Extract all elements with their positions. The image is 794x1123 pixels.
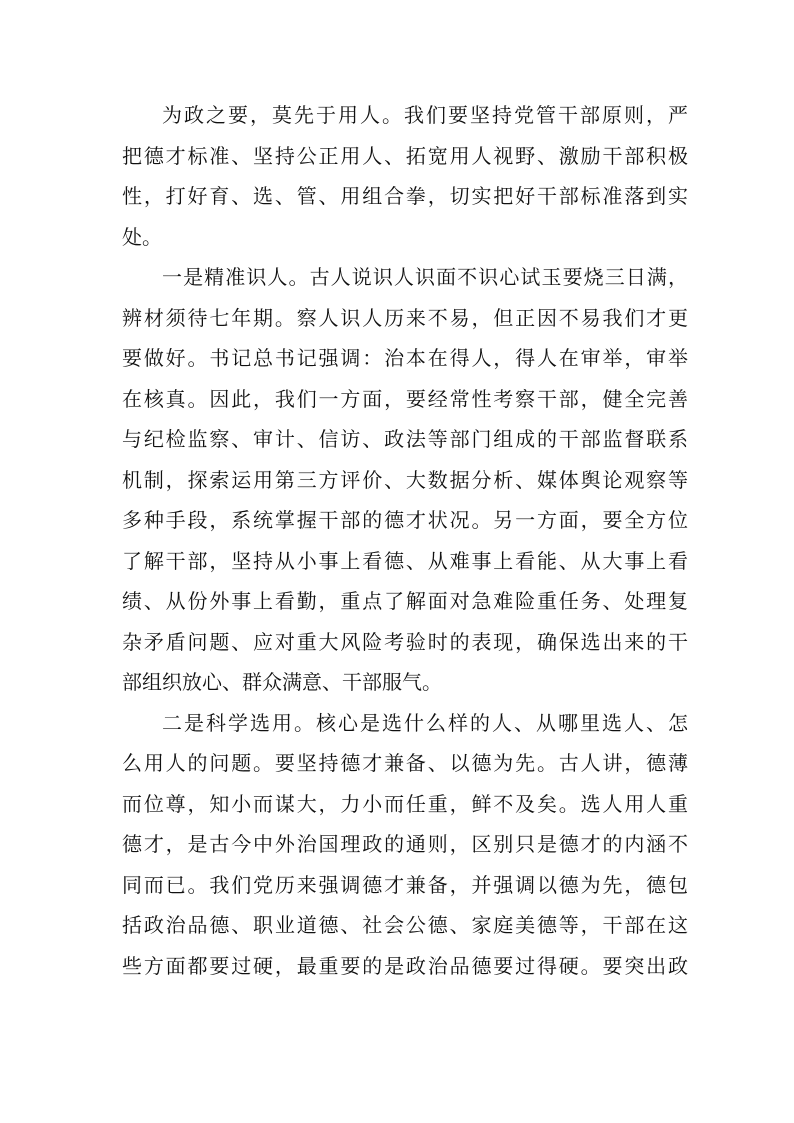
- paragraph-3: [122, 703, 688, 987]
- text-line: 为政之要，莫先于用人。我们要坚持党管干部原则，严: [162, 103, 688, 127]
- text-line: 机制，探索运用第三方评价、大数据分析、媒体舆论观察等: [122, 467, 688, 492]
- text-line: 了解干部，坚持从小事上看德、从难事上看能、从大事上看: [122, 548, 688, 573]
- text-line: 部组织放心、群众满意、干部服气。: [122, 670, 442, 694]
- text-line: 性，打好育、选、管、用组合拳，切实把好干部标准落到实: [122, 184, 688, 208]
- text-line: 辨材须待七年期。察人识人历来不易，但正因不易我们才更: [122, 305, 688, 330]
- paragraph-2: [122, 257, 688, 703]
- text-line: 把德才标准、坚持公正用人、拓宽用人视野、激励干部积极: [122, 143, 688, 168]
- text-line: 一是精准识人。古人说识人识面不识心试玉要烧三日满，: [162, 265, 688, 289]
- text-line: 同而已。我们党历来强调德才兼备，并强调以德为先，德包: [122, 872, 688, 897]
- text-line: 杂矛盾问题、应对重大风险考验时的表现，确保选出来的干: [122, 629, 688, 654]
- text-line: 括政治品德、职业道德、社会公德、家庭美德等，干部在这: [122, 913, 688, 937]
- text-line: 而位尊，知小而谋大，力小而任重，鲜不及矣。选人用人重: [122, 791, 688, 816]
- text-line: 二是科学选用。核心是选什么样的人、从哪里选人、怎: [162, 710, 688, 735]
- text-line: 些方面都要过硬，最重要的是政治品德要过得硬。要突出政: [122, 953, 688, 978]
- text-line: 多种手段，系统掌握干部的德才状况。另一方面，要全方位: [122, 508, 688, 532]
- document-body: [122, 95, 688, 986]
- text-line: 德才，是古今中外治国理政的通则，区别只是德才的内涵不: [122, 832, 688, 856]
- text-line: 在核真。因此，我们一方面，要经常性考察干部，健全完善: [122, 386, 688, 411]
- text-line: 与纪检监察、审计、信访、政法等部门组成的干部监督联系: [122, 427, 688, 451]
- text-line: 处。: [122, 224, 162, 249]
- paragraph-1: [122, 95, 688, 257]
- text-line: 绩、从份外事上看勤，重点了解面对急难险重任务、处理复: [122, 589, 688, 613]
- text-line: 要做好。书记总书记强调：治本在得人，得人在审举，审举: [122, 346, 688, 370]
- text-line: 么用人的问题。要坚持德才兼备、以德为先。古人讲，德薄: [122, 751, 688, 775]
